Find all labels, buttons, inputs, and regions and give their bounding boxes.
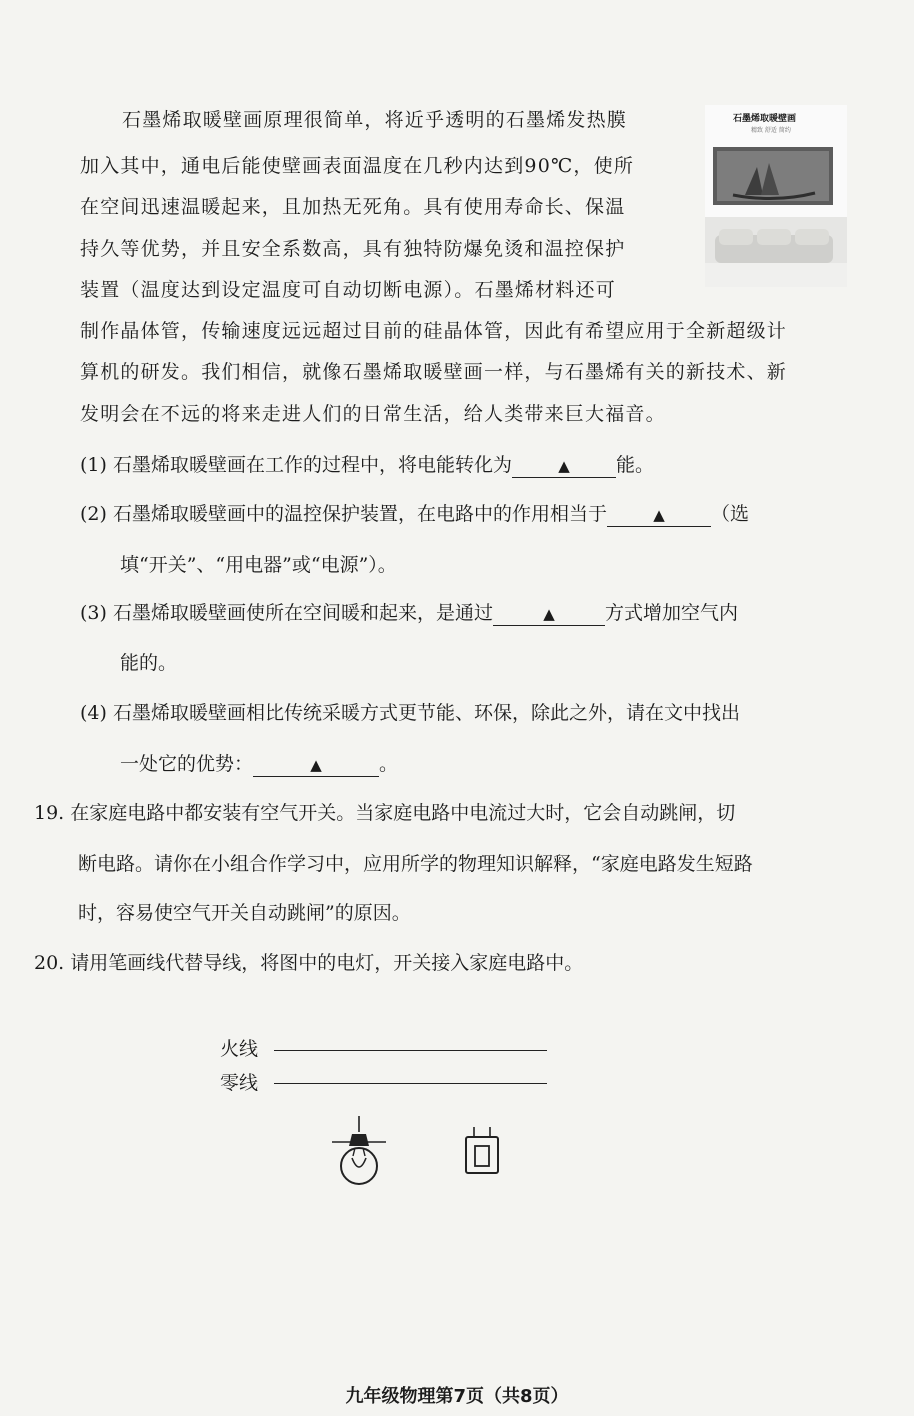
figure-subtitle: 精致 舒适 简约	[751, 127, 791, 134]
blank-marker: ▲	[558, 457, 570, 475]
question-20-text: 请用笔画线代替导线，将图中的电灯，开关接入家庭电路中。	[70, 952, 584, 974]
question-19-line-3: 时，容易使空气开关自动跳闸”的原因。	[78, 902, 411, 924]
live-wire[interactable]	[274, 1050, 547, 1051]
live-wire-label: 火线	[220, 1038, 259, 1060]
page-footer: 九年级物理第7页（共8页）	[345, 1386, 569, 1407]
question-3-text: 石墨烯取暖壁画使所在空间暖和起来，是通过	[112, 602, 493, 624]
question-2	[80, 501, 749, 527]
question-1-text: 石墨烯取暖壁画在工作的过程中，将电能转化为	[112, 454, 512, 476]
passage-line-3: 在空间迅速温暖起来，且加热无死角。具有使用寿命长、保温	[80, 196, 626, 218]
question-1-number: (1)	[80, 454, 107, 476]
question-19	[34, 800, 735, 826]
question-4-line-2	[120, 751, 398, 777]
question-1	[80, 452, 654, 478]
passage-line-1: 石墨烯取暖壁画原理很简单，将近乎透明的石墨烯发热膜	[122, 109, 628, 131]
blank-marker: ▲	[653, 506, 665, 524]
question-2-number: (2)	[80, 503, 107, 525]
passage-line-5: 装置（温度达到设定温度可自动切断电源）。石墨烯材料还可	[80, 279, 616, 301]
question-4-line-2-text: 一处它的优势：	[120, 753, 254, 775]
question-4-after: 。	[379, 753, 399, 775]
question-19-number: 19.	[34, 802, 65, 824]
neutral-wire-label: 零线	[220, 1072, 259, 1094]
passage-line-6: 制作晶体管，传输速度远远超过目前的硅晶体管，因此有希望应用于全新超级计	[80, 320, 788, 342]
question-2-after: （选	[710, 503, 749, 525]
answer-blank-1[interactable]	[512, 454, 616, 478]
question-3-after: 方式增加空气内	[604, 602, 738, 624]
light-bulb-icon[interactable]	[328, 1112, 390, 1192]
blank-marker: ▲	[543, 605, 555, 623]
question-1-after: 能。	[615, 454, 654, 476]
question-20	[34, 950, 583, 976]
neutral-wire[interactable]	[274, 1083, 547, 1084]
answer-blank-2[interactable]	[607, 503, 711, 527]
graphene-mural-figure	[705, 105, 847, 287]
passage-line-2: 加入其中，通电后能使壁画表面温度在几秒内达到90℃，使所	[80, 155, 635, 177]
question-3	[80, 600, 738, 626]
question-4-number: (4)	[80, 702, 107, 724]
figure-title: 石墨烯取暖壁画	[733, 114, 797, 124]
passage-line-8: 发明会在不远的将来走进人们的日常生活，给人类带来巨大福音。	[80, 403, 666, 425]
question-2-text: 石墨烯取暖壁画中的温控保护装置，在电路中的作用相当于	[112, 503, 607, 525]
mural-illustration	[705, 105, 847, 287]
question-2-line-2: 填“开关”、“用电器”或“电源”）。	[120, 554, 397, 576]
passage-line-4: 持久等优势，并且安全系数高，具有独特防爆免烫和温控保护	[80, 238, 626, 260]
question-4	[80, 700, 740, 726]
passage-line-7: 算机的研发。我们相信，就像石墨烯取暖壁画一样，与石墨烯有关的新技术、新	[80, 361, 788, 383]
answer-blank-4[interactable]	[253, 753, 379, 777]
question-19-line-2: 断电路。请你在小组合作学习中，应用所学的物理知识解释，“家庭电路发生短路	[78, 853, 753, 875]
answer-blank-3[interactable]	[493, 602, 605, 626]
question-3-line-2: 能的。	[120, 652, 178, 674]
question-4-text: 石墨烯取暖壁画相比传统采暖方式更节能、环保，除此之外，请在文中找出	[112, 702, 740, 724]
question-19-line-1: 在家庭电路中都安装有空气开关。当家庭电路中电流过大时，它会自动跳闸，切	[70, 802, 736, 824]
question-3-number: (3)	[80, 602, 107, 624]
switch-icon[interactable]	[462, 1125, 502, 1177]
blank-marker: ▲	[310, 756, 322, 774]
question-20-number: 20.	[34, 952, 65, 974]
